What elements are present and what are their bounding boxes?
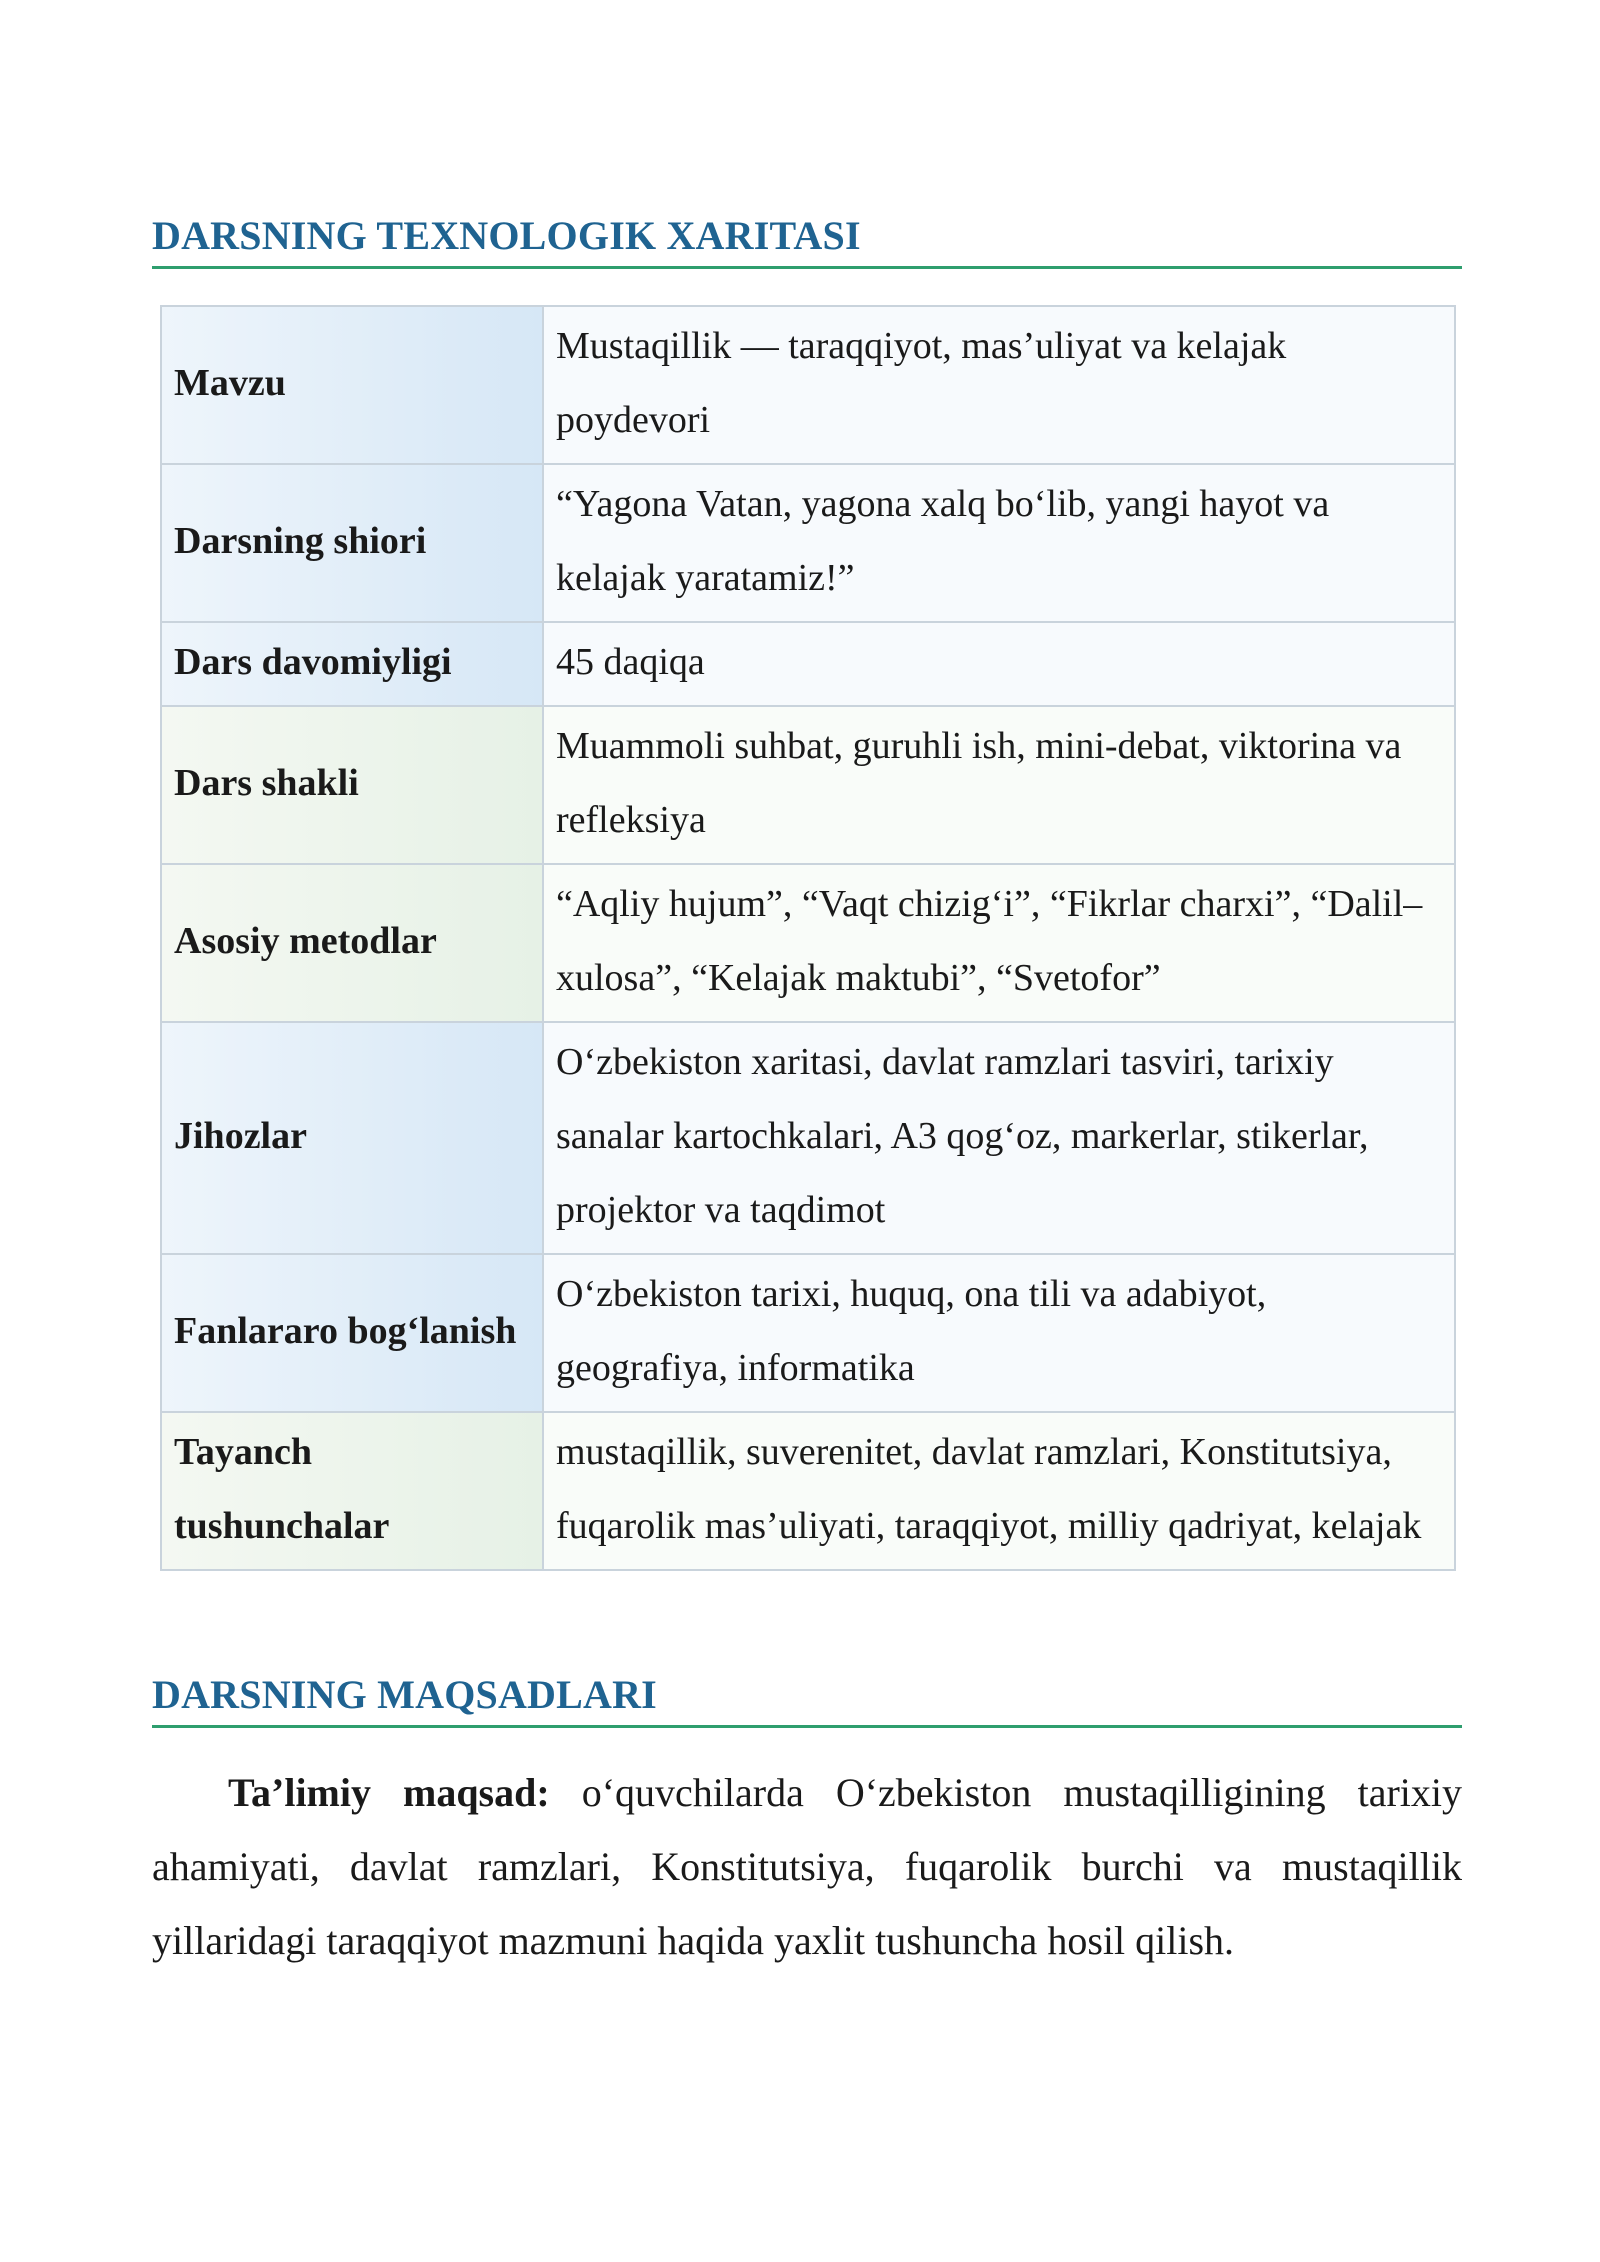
table-row [161,464,1455,622]
table-row [161,1412,1455,1570]
row-label: Dars shakli [161,706,543,864]
row-label: Mavzu [161,306,543,464]
row-value: Muammoli suhbat, guruhli ish, mini-debat, viktorina va refleksiya [543,706,1455,864]
table-row [161,1022,1455,1254]
row-value: O‘zbekiston tarixi, huquq, ona tili va adabiyot, geografiya, informatika [543,1254,1455,1412]
table-row [161,622,1455,706]
row-label: Fanlararo bog‘lanish [161,1254,543,1412]
row-value: “Yagona Vatan, yagona xalq bo‘lib, yangi hayot va kelajak yaratamiz!” [543,464,1455,622]
row-label: Darsning shiori [161,464,543,622]
table-row [161,306,1455,464]
table-row [161,864,1455,1022]
educational-goal-paragraph [152,1756,1462,1978]
document-page [152,0,1462,2018]
row-value: mustaqillik, suverenitet, davlat ramzlari, Konstitutsiya, fuqarolik mas’uliyati, taraqqiyot, milliy qadriyat, kelajak [543,1412,1455,1570]
row-value: O‘zbekiston xaritasi, davlat ramzlari tasviri, tarixiy sanalar kartochkalari, A3 qog‘oz, markerlar, stikerlar, projektor va taqdimot [543,1022,1455,1254]
educational-goal-label: Ta’limiy maqsad: [228,1770,550,1815]
row-label: Dars davomiyligi [161,622,543,706]
table-row [161,1254,1455,1412]
row-value: 45 daqiqa [543,622,1455,706]
row-label: Jihozlar [161,1022,543,1254]
row-value: Mustaqillik — taraqqiyot, mas’uliyat va kelajak poydevori [543,306,1455,464]
row-value: “Aqliy hujum”, “Vaqt chizig‘i”, “Fikrlar charxi”, “Dalil–xulosa”, “Kelajak maktubi”, “Svetofor” [543,864,1455,1022]
tech-map-table [160,305,1456,1571]
row-label: Tayanch tushunchalar [161,1412,543,1570]
row-label: Asosiy metodlar [161,864,543,1022]
goals-heading: DARSNING MAQSADLARI [152,1671,1462,1728]
tech-map-heading: DARSNING TEXNOLOGIK XARITASI [152,212,1462,269]
educational-goal-text: o‘quvchilarda O‘zbekiston mustaqilligining tarixiy ahamiyati, davlat ramzlari, Konstitutsiya, fuqarolik burchi va mustaqillik yillaridagi taraqqiyot mazmuni haqida yaxlit tushuncha hosil qilish. [152,1770,1463,1963]
table-row [161,706,1455,864]
